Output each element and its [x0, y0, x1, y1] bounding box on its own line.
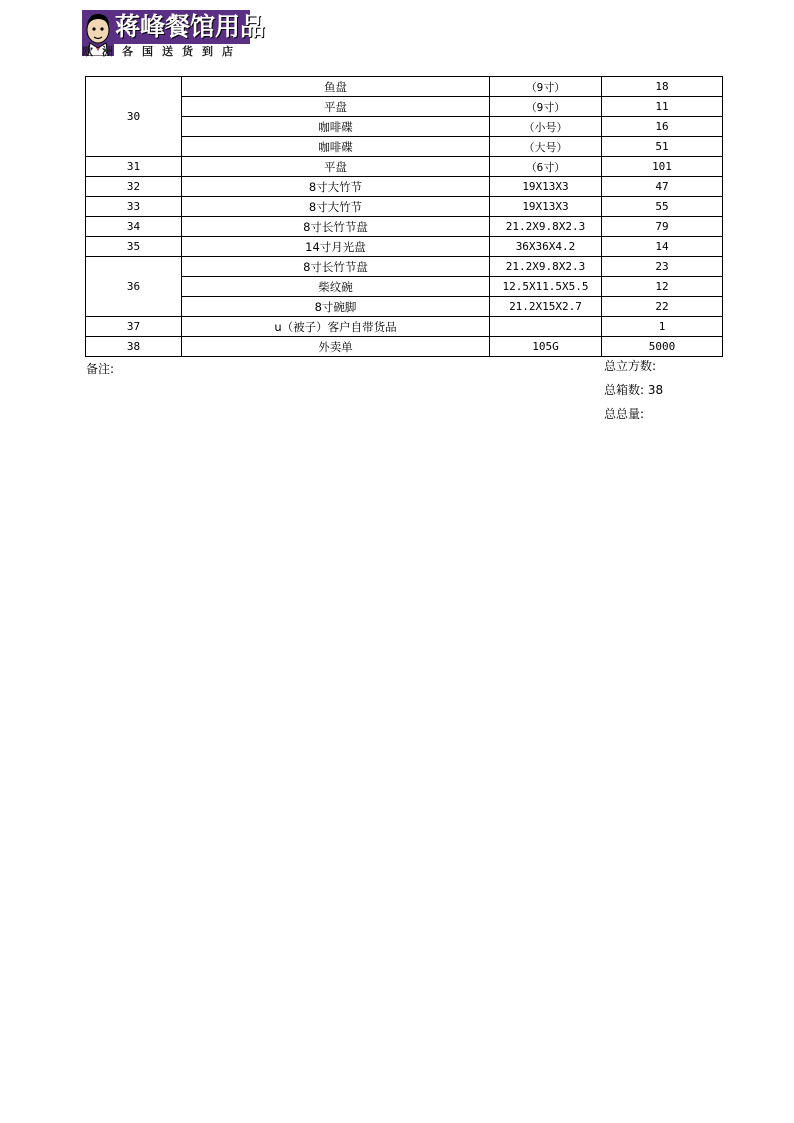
item-spec-cell: 21.2X15X2.7	[490, 297, 602, 317]
item-number-cell: 33	[86, 197, 182, 217]
item-spec-cell: 21.2X9.8X2.3	[490, 257, 602, 277]
item-qty-cell: 14	[602, 237, 723, 257]
item-name-cell: 咖啡碟	[182, 137, 490, 157]
total-weight-label: 总总量:	[604, 407, 645, 421]
table-row	[86, 177, 723, 197]
item-name-cell: 14寸月光盘	[182, 237, 490, 257]
item-spec-cell: 36X36X4.2	[490, 237, 602, 257]
item-spec-cell: （9寸）	[490, 97, 602, 117]
table-row	[86, 97, 723, 117]
company-logo	[82, 10, 266, 60]
item-name-cell: 8寸碗脚	[182, 297, 490, 317]
item-spec-cell: 12.5X11.5X5.5	[490, 277, 602, 297]
item-name-cell: u（被子）客户自带货品	[182, 317, 490, 337]
item-qty-cell: 16	[602, 117, 723, 137]
item-number-cell: 32	[86, 177, 182, 197]
table-row	[86, 217, 723, 237]
table-row	[86, 237, 723, 257]
remark-label: 备注:	[86, 362, 115, 376]
table-row	[86, 257, 723, 277]
item-number-cell: 36	[86, 257, 182, 317]
item-qty-cell: 12	[602, 277, 723, 297]
table-row	[86, 77, 723, 97]
goods-table	[85, 76, 723, 357]
item-name-cell: 8寸长竹节盘	[182, 257, 490, 277]
table-row	[86, 297, 723, 317]
item-spec-cell	[490, 317, 602, 337]
item-spec-cell: （小号）	[490, 117, 602, 137]
item-qty-cell: 5000	[602, 337, 723, 357]
item-name-cell: 8寸长竹节盘	[182, 217, 490, 237]
item-qty-cell: 51	[602, 137, 723, 157]
item-name-cell: 平盘	[182, 97, 490, 117]
item-number-cell: 37	[86, 317, 182, 337]
item-number-cell: 30	[86, 77, 182, 157]
item-spec-cell: 19X13X3	[490, 177, 602, 197]
item-name-cell: 柴纹碗	[182, 277, 490, 297]
item-qty-cell: 47	[602, 177, 723, 197]
item-qty-cell: 23	[602, 257, 723, 277]
item-name-cell: 8寸大竹节	[182, 177, 490, 197]
item-name-cell: 咖啡碟	[182, 117, 490, 137]
table-row	[86, 277, 723, 297]
item-name-cell: 平盘	[182, 157, 490, 177]
item-number-cell: 34	[86, 217, 182, 237]
item-name-cell: 鱼盘	[182, 77, 490, 97]
item-spec-cell: （大号）	[490, 137, 602, 157]
table-row	[86, 157, 723, 177]
total-boxes-label: 总箱数: 38	[604, 383, 664, 397]
table-row	[86, 137, 723, 157]
item-spec-cell: 21.2X9.8X2.3	[490, 217, 602, 237]
total-volume-label: 总立方数:	[604, 359, 657, 373]
table-row	[86, 317, 723, 337]
totals-block	[604, 358, 663, 430]
table-row	[86, 117, 723, 137]
item-qty-cell: 101	[602, 157, 723, 177]
item-qty-cell: 11	[602, 97, 723, 117]
item-spec-cell: （6寸）	[490, 157, 602, 177]
item-number-cell: 35	[86, 237, 182, 257]
item-spec-cell: 105G	[490, 337, 602, 357]
item-number-cell: 38	[86, 337, 182, 357]
logo-subtitle: 欧洲各国送货到店	[82, 45, 242, 58]
item-spec-cell: （9寸）	[490, 77, 602, 97]
item-qty-cell: 22	[602, 297, 723, 317]
table-row	[86, 337, 723, 357]
item-number-cell: 31	[86, 157, 182, 177]
item-name-cell: 8寸大竹节	[182, 197, 490, 217]
item-spec-cell: 19X13X3	[490, 197, 602, 217]
item-qty-cell: 1	[602, 317, 723, 337]
table-row	[86, 197, 723, 217]
item-qty-cell: 79	[602, 217, 723, 237]
item-name-cell: 外卖单	[182, 337, 490, 357]
logo-title: 蒋峰餐馆用品	[115, 12, 266, 41]
item-qty-cell: 55	[602, 197, 723, 217]
item-qty-cell: 18	[602, 77, 723, 97]
